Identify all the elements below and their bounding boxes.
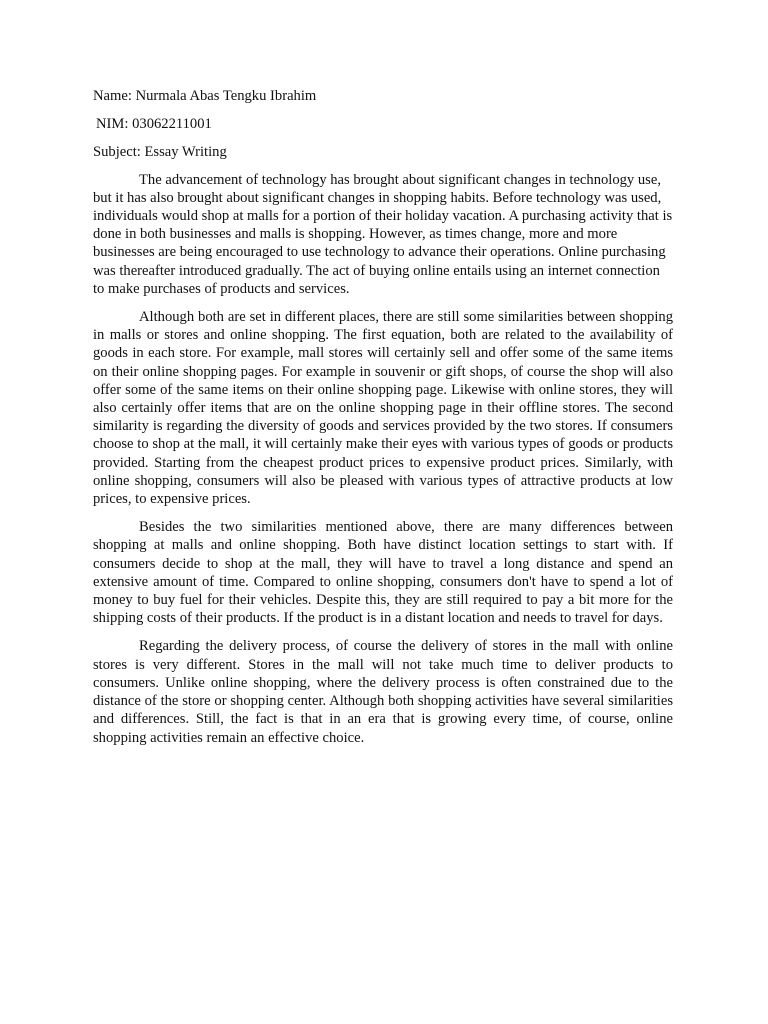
essay-paragraph-3: Besides the two similarities mentioned above, there are many differences between shopping at malls and online shopping. Both have distinct location settings to start with. If consumers decide to shop at the mall, they will have to travel a long distance and spend an extensive amount of time. Compared to online shopping, consumers don't have to spend a lot of money to buy fuel for their vehicles. Despite this, they are still required to pay a bit more for the shipping costs of their products. If the product is in a distant location and needs to travel for days.: [93, 519, 673, 627]
name-line: [93, 87, 673, 105]
subject-value: Essay Writing: [144, 144, 227, 161]
essay-paragraph-1: The advancement of technology has brought about significant changes in technology use, but it has also brought about significant changes in shopping habits. Before technology was used, individuals would shop at malls for a portion of their holiday vacation. A purchasing activity that is done in both businesses and malls is shopping. However, as times change, more and more businesses are being encouraged to use technology to advance their operations. Online purchasing was thereafter introduced gradually. The act of buying online entails using an internet connection to make purchases of products and services.: [93, 171, 673, 297]
document-page: [93, 87, 673, 757]
subject-label: Subject:: [93, 144, 141, 161]
essay-body: [93, 171, 673, 747]
nim-label: NIM:: [96, 116, 129, 133]
essay-paragraph-2: Although both are set in different places, there are still some similarities between shopping in malls or stores and online shopping. The first equation, both are related to the availability of goods in each store. For example, mall stores will certainly sell and offer some of the same items on their online shopping pages. For example in souvenir or gift shops, of course the shop will also offer some of the same items on their online shopping page. Likewise with online stores, they will also certainly offer items that are on the online shopping page in their offline stores. The second similarity is regarding the diversity of goods and services provided by the two stores. If consumers choose to shop at the mall, it will certainly make their eyes with various types of goods or products provided. Starting from the cheapest product prices to expensive product prices. Similarly, with online shopping, consumers will also be pleased with various types of attractive products at low prices, to expensive prices.: [93, 309, 673, 508]
subject-line: [93, 143, 673, 161]
name-value: Nurmala Abas Tengku Ibrahim: [135, 88, 317, 104]
name-label: Name:: [93, 88, 132, 104]
nim-line: [93, 115, 673, 133]
essay-paragraph-4: Regarding the delivery process, of course the delivery of stores in the mall with online stores is very different. Stores in the mall will not take much time to deliver products to consumers. Unlike online shopping, where the delivery process is often constrained due to the distance of the store or shopping center. Although both shopping activities have several similarities and differences. Still, the fact is that in an era that is growing every time, of course, online shopping activities remain an effective choice.: [93, 638, 673, 746]
nim-value: 03062211001: [132, 116, 212, 133]
